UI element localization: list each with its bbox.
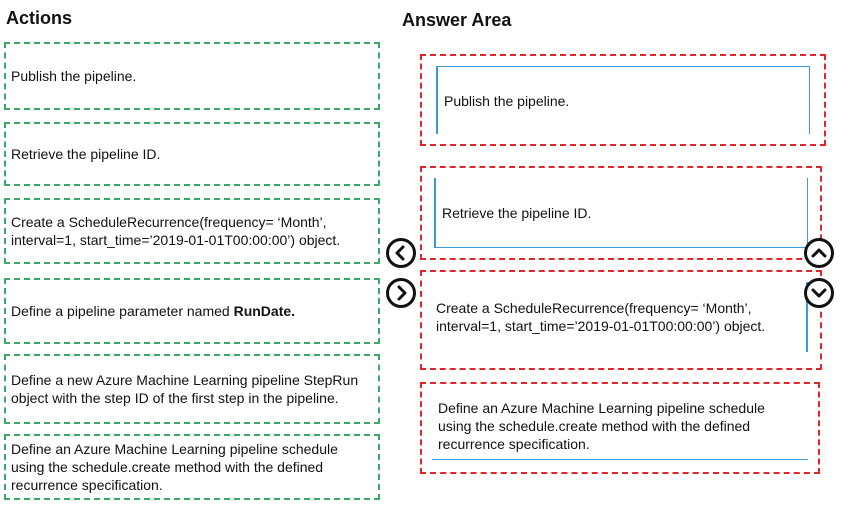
action-item-define-pipeline-parameter[interactable]: [4, 278, 380, 344]
action-item-define-steprun-object[interactable]: [4, 354, 380, 424]
parameter-name: RunDate.: [233, 303, 296, 319]
right-chevron-icon: [393, 285, 409, 301]
answer-item-retrieve-pipeline-id[interactable]: [434, 178, 808, 248]
answer-item-create-schedule-recurrence[interactable]: [430, 282, 808, 352]
answer-item-define-pipeline-schedule[interactable]: [432, 392, 808, 460]
move-down-button[interactable]: [804, 278, 834, 308]
action-item-label: Retrieve the pipeline ID.: [11, 146, 161, 162]
move-up-button[interactable]: [804, 238, 834, 268]
action-item-publish-pipeline[interactable]: [4, 42, 380, 110]
action-item-retrieve-pipeline-id[interactable]: [4, 122, 380, 186]
action-item-label: Create a ScheduleRecurrence(frequency= ‘Month’, interval=1, start_time=’2019-01-01T00:00:00’) object.: [11, 214, 341, 248]
answer-area-heading: Answer Area: [402, 10, 512, 30]
down-chevron-icon: [811, 285, 827, 301]
move-left-button[interactable]: [386, 238, 416, 268]
action-item-create-schedule-recurrence[interactable]: [4, 198, 380, 264]
move-right-button[interactable]: [386, 278, 416, 308]
answer-item-label: Retrieve the pipeline ID.: [442, 204, 592, 221]
answer-item-label: Define an Azure Machine Learning pipeline schedule using the schedule.create method with the defined recurrence specification.: [438, 399, 765, 452]
answer-item-publish-pipeline[interactable]: [436, 66, 810, 134]
answer-item-label: Publish the pipeline.: [444, 92, 570, 109]
answer-item-label: Create a ScheduleRecurrence(frequency= ‘Month’, interval=1, start_time=’2019-01-01T00:00:00’) object.: [436, 300, 766, 334]
action-item-define-pipeline-schedule[interactable]: [4, 434, 380, 500]
action-item-label: Define an Azure Machine Learning pipeline schedule using the schedule.create method with the defined recurrence specification.: [11, 441, 338, 493]
left-chevron-icon: [393, 245, 409, 261]
action-item-label: Define a new Azure Machine Learning pipeline StepRun object with the step ID of the first step in the pipeline.: [11, 372, 359, 406]
actions-heading: Actions: [6, 8, 73, 28]
action-item-label: Publish the pipeline.: [11, 68, 137, 84]
action-item-label: Define a pipeline parameter named RunDate.: [11, 303, 296, 319]
up-chevron-icon: [811, 245, 827, 261]
